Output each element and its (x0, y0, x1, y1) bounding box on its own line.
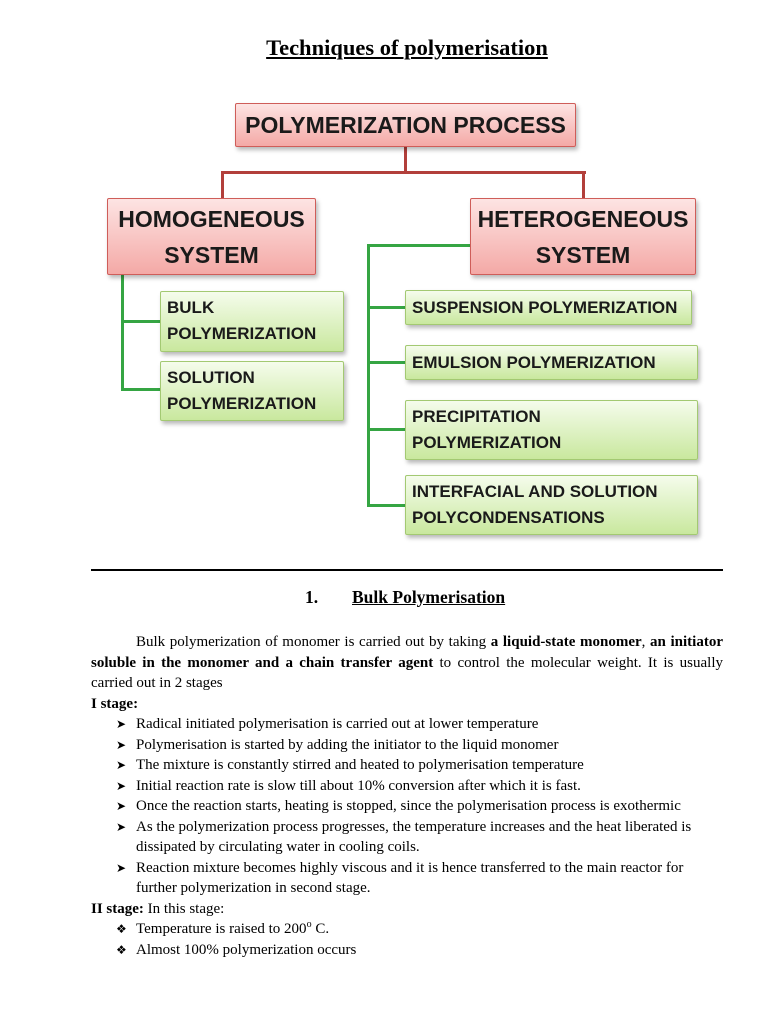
precipitation-polymerization-box: PRECIPITATION POLYMERIZATION (405, 400, 698, 460)
stage-1-list (91, 714, 723, 899)
page-title: Techniques of polymerisation (266, 35, 548, 60)
homogeneous-children-spine (121, 275, 124, 391)
stage-2-label: II stage: (91, 900, 144, 917)
intro-text: to control the molecular weight. It is usually carried out in 2 stages (91, 654, 723, 691)
section-divider (91, 569, 723, 571)
stage-1-point-text: As the polymerization process progresses, the temperature increases and the heat liberated is dissipated by circulating water in cooling coils. (136, 818, 692, 855)
stage-1-point-text: Once the reaction starts, heating is stopped, since the polymerisation process is exothermic (136, 798, 681, 814)
intro-paragraph (91, 632, 723, 694)
solution-connector (121, 388, 160, 391)
stage-2-point (91, 919, 723, 940)
arrowhead-bullet-icon (116, 714, 126, 735)
arrowhead-bullet-icon (116, 755, 126, 776)
arrowhead-bullet-icon (116, 858, 126, 879)
heterogeneous-connector-drop (582, 171, 585, 198)
suspension-polymerization-box: SUSPENSION POLYMERIZATION (405, 290, 692, 325)
stage-1-point (91, 776, 723, 797)
arrowhead-bullet-icon (116, 735, 126, 756)
interfacial-polycondensation-box: INTERFACIAL AND SOLUTION POLYCONDENSATIONS (405, 475, 698, 535)
emulsion-polymerization-box: EMULSION POLYMERIZATION (405, 345, 698, 380)
stage-2-intro: In this stage: (143, 900, 225, 917)
stage-1-label: I stage: (91, 695, 139, 712)
stage-2-heading (91, 899, 723, 920)
intro-text: , (641, 634, 651, 650)
stage-2-point-text: Temperature is raised to 200 (136, 921, 307, 937)
stage-1-point-text: Radical initiated polymerisation is carried out at lower temperature (136, 716, 539, 732)
stage-1-heading (91, 694, 723, 715)
stage-1-point-text: The mixture is constantly stirred and heated to polymerisation temperature (136, 757, 584, 773)
degree-superscript: o (306, 919, 312, 930)
emulsion-connector (367, 361, 405, 364)
intro-text: Bulk polymerization of monomer is carried out by taking (136, 634, 491, 650)
heterogeneous-children-link (367, 244, 470, 247)
stage-2-point (91, 940, 723, 961)
intro-emphasis: an initiator soluble in the monomer and a chain transfer agent (91, 634, 723, 671)
suspension-connector (367, 306, 405, 309)
bulk-polymerization-box: BULK POLYMERIZATION (160, 291, 344, 352)
heterogeneous-system-box: HETEROGENEOUS SYSTEM (470, 198, 696, 275)
precipitation-connector (367, 428, 405, 431)
section-body (91, 632, 723, 960)
stage-2-point-unit: C. (311, 921, 330, 937)
stage-1-point (91, 858, 723, 899)
stage-1-point (91, 735, 723, 756)
root-connector-stem (404, 147, 407, 172)
solution-polymerization-box: SOLUTION POLYMERIZATION (160, 361, 344, 421)
polymerization-process-box: POLYMERIZATION PROCESS (235, 103, 576, 147)
stage-2-list (91, 919, 723, 960)
stage-1-point (91, 755, 723, 776)
stage-1-point-text: Polymerisation is started by adding the initiator to the liquid monomer (136, 736, 559, 753)
stage-2-point-text: Almost 100% polymerization occurs (136, 941, 357, 958)
arrowhead-bullet-icon (116, 817, 126, 838)
arrowhead-bullet-icon (116, 796, 126, 817)
stage-1-point-text: Reaction mixture becomes highly viscous and it is hence transferred to the main reactor for further polymerization in second stage. (136, 859, 684, 896)
stage-1-point (91, 817, 723, 858)
root-connector-bar (221, 171, 586, 174)
homogeneous-system-box: HOMOGENEOUS SYSTEM (107, 198, 316, 275)
section-title: Bulk Polymerisation (352, 587, 506, 607)
four-diamond-bullet-icon (116, 919, 127, 940)
stage-1-point (91, 796, 723, 817)
stage-1-point (91, 714, 723, 735)
section-number: 1. (305, 587, 319, 607)
intro-emphasis: a liquid-state monomer (490, 634, 642, 650)
heterogeneous-children-spine (367, 244, 370, 507)
bulk-connector (121, 320, 160, 323)
stage-1-point-text: Initial reaction rate is slow till about 10% conversion after which it is fast. (136, 777, 581, 794)
interfacial-connector (367, 504, 405, 507)
homogeneous-connector-drop (221, 171, 224, 198)
arrowhead-bullet-icon (116, 776, 126, 797)
four-diamond-bullet-icon (116, 940, 127, 961)
